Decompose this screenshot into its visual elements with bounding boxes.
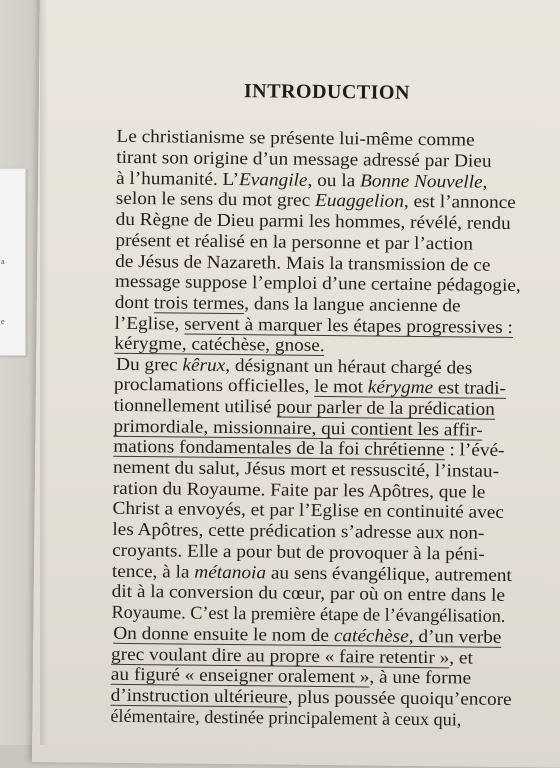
text-line [112,520,484,542]
text-segment: tionnellement utilisé [113,394,277,417]
text-segment: au figuré « enseigner oralement » [110,663,370,687]
text-line [112,582,505,604]
text-line [111,665,471,687]
text-line [115,272,521,294]
text-segment: , d’un verbe [408,625,502,647]
chapter-title: INTRODUCTION [243,80,411,104]
text-line [112,541,485,563]
side-card [0,168,26,356]
text-line [113,499,505,521]
text-segment: trois termes [153,292,245,314]
text-line [111,603,505,625]
text-segment: élémentaire, destinée principalement à ceux qui, [110,705,462,730]
page-edge-shadow [40,0,48,745]
text-segment: tirant son origine d’un message adressé par Dieu [116,146,492,171]
text-segment: kérygme [367,376,434,398]
text-segment: métanoia [194,561,267,583]
text-segment: primordiale, missionnaire, qui contient les affir- [113,415,483,440]
text-line [114,375,506,397]
text-segment: Evangile [238,169,308,190]
text-line [113,437,504,459]
text-segment: les Apôtres, cette prédication s’adresse aux non- [112,518,485,543]
text-segment: mations fondamentales de la foi chrétienne [113,435,445,460]
text-segment: d’instruction ultérieure [110,684,288,707]
text-segment: , ou la [307,169,361,191]
text-segment: selon le sens du mot grec [115,187,316,210]
text-line [111,686,512,708]
text-segment: à l’humanité. L’ [115,167,240,190]
text-segment: , et [449,647,474,668]
text-segment: message suppose l’emploi d’une certaine pédagogie, [114,270,521,296]
text-line [115,293,461,315]
text-segment: Bonne Nouvelle [359,170,483,192]
text-segment: : l’évé- [444,439,505,460]
text-segment: On donne ensuite le nom de [113,622,334,646]
side-card-letter: e [1,317,5,326]
text-segment: , dans la langue ancienne de [244,293,461,316]
text-line [116,148,491,170]
text-line [116,127,474,149]
text-line [113,458,499,480]
book-page [32,0,560,768]
text-line [116,210,511,232]
text-segment: nement du salut, Jésus mort et ressuscité, l’instau- [112,456,500,481]
text-segment: croyants. Elle a pour but de provoquer à la péni- [112,539,485,564]
text-segment: dont [114,291,154,313]
text-segment: pour parler de la prédication [276,396,495,419]
text-segment: , est l’annonce [403,190,516,212]
text-segment: Du grec [116,353,183,375]
text-segment: présent et réalisé en la personne et par l’action [115,229,474,254]
text-segment: du Règne de Dieu parmi les hommes, révélé, rendu [115,208,511,233]
text-segment: de Jésus de Nazareth. Mais la transmission de ce [115,250,491,275]
text-segment: ration du Royaume. Faite par les Apôtres, que le [112,477,486,502]
text-segment: Royaume. C’est la première étape de l’évangélisation. [111,601,506,626]
side-card-letter: a [1,257,5,266]
text-line [115,231,473,253]
text-segment: , désignant un héraut chargé des [225,354,473,378]
text-segment: grec voulant dire au propre « faire retentir » [110,643,450,668]
text-segment: est tradi- [433,377,507,398]
text-segment: catéchèse [333,625,409,646]
text-line [113,624,501,646]
text-segment: kêrux [182,354,226,375]
text-segment: tence, à la [111,560,195,582]
text-line [114,334,325,354]
text-line [116,189,516,211]
text-segment: Le christianisme se présente lui-même comme [116,125,475,150]
text-segment: , plus poussée quoiqu’encore [287,686,512,709]
text-segment: , à une forme [369,666,472,688]
text-line [114,396,495,418]
text-segment: au sens évangélique, autrement [266,562,512,585]
text-segment: proclamations officielles, [113,373,315,396]
text-segment: Euaggelion [314,189,405,211]
text-segment: Christ a envoyés, et par l’Eglise en continuité avec [112,497,505,522]
text-segment: servent à marquer les étapes progressives : [184,313,513,337]
text-segment: , [482,171,488,192]
text-segment: dit à la conversion du cœur, par où on entre dans le [111,580,506,605]
text-segment: l’Eglise, [114,312,185,334]
text-segment: kérygme, catéchèse, gnose. [114,332,325,356]
text-segment: le mot [314,375,368,397]
text-line [110,707,461,729]
